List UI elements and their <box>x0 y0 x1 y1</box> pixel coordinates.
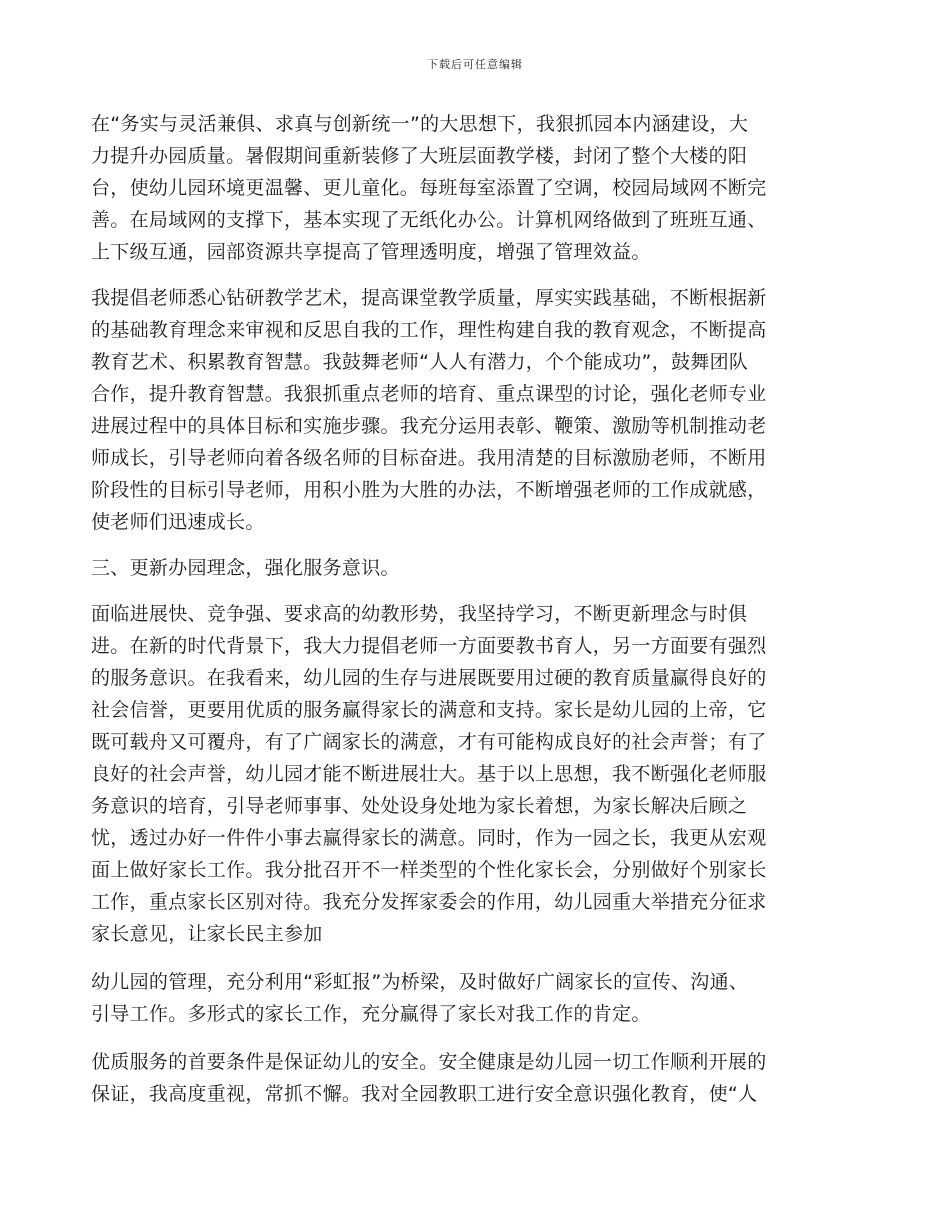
text-line: 保证，我高度重视，常抓不懈。我对全园教职工进行安全意识强化教育，使“人 <box>91 1083 758 1105</box>
paragraph-2 <box>91 282 863 538</box>
text-line: 我提倡老师悉心钻研教学艺术，提高课堂教学质量，厚实实践基础，不断根据新 <box>91 287 767 309</box>
text-line: 三、更新办园理念，强化服务意识。 <box>91 557 400 579</box>
paragraph-1 <box>91 108 863 268</box>
paragraph-4 <box>91 966 863 1030</box>
text-line: 力提升办园质量。暑假期间重新装修了大班层面教学楼，封闭了整个大楼的阳 <box>91 145 748 167</box>
text-line: 面临进展快、竞争强、要求高的幼教形势，我坚持学习，不断更新理念与时俱 <box>91 603 748 625</box>
text-line: 良好的社会声誉，幼儿园才能不断进展壮大。基于以上思想，我不断强化老师服 <box>91 763 767 785</box>
text-line: 引导工作。多形式的家长工作，充分赢得了家长对我工作的肯定。 <box>91 1003 651 1025</box>
text-line: 工作，重点家长区别对待。我充分发挥家委会的作用，幼儿园重大举措充分征求 <box>91 891 767 913</box>
text-line: 家长意见，让家长民主参加 <box>91 923 323 945</box>
text-line: 忧，透过办好一件件小事去赢得家长的满意。同时，作为一园之长，我更从宏观 <box>91 827 767 849</box>
text-line: 善。在局域网的支撑下，基本实现了无纸化办公。计算机网络做到了班班互通、 <box>91 209 767 231</box>
text-line: 进。在新的时代背景下，我大力提倡老师一方面要教书育人，另一方面要有强烈 <box>91 635 767 657</box>
text-line: 社会信誉，更要用优质的服务赢得家长的满意和支持。家长是幼儿园的上帝，它 <box>91 699 767 721</box>
paragraph-3 <box>91 598 863 950</box>
text-line: 面上做好家长工作。我分批召开不一样类型的个性化家长会，分别做好个别家长 <box>91 859 767 881</box>
page-header: 下载后可任意编辑 <box>427 58 523 71</box>
text-line: 教育艺术、积累教育智慧。我鼓舞老师“人人有潜力，个个能成功”，鼓舞团队 <box>91 351 749 373</box>
text-line: 台，使幼儿园环境更温馨、更儿童化。每班每室添置了空调，校园局域网不断完 <box>91 177 767 199</box>
text-line: 合作，提升教育智慧。我狠抓重点老师的培育、重点课型的讨论，强化老师专业 <box>91 383 767 405</box>
text-line: 阶段性的目标引导老师，用积小胜为大胜的办法，不断增强老师的工作成就感， <box>91 479 767 501</box>
text-line: 在“务实与灵活兼俱、求真与创新统一”的大思想下，我狠抓园本内涵建设，大 <box>91 113 749 135</box>
text-line: 幼儿园的管理，充分利用“彩虹报”为桥梁，及时做好广阔家长的宣传、沟通、 <box>91 971 749 993</box>
text-line: 优质服务的首要条件是保证幼儿的安全。安全健康是幼儿园一切工作顺利开展的 <box>91 1051 767 1073</box>
text-line: 的基础教育理念来审视和反思自我的工作，理性构建自我的教育观念，不断提高 <box>91 319 767 341</box>
text-line: 使老师们迅速成长。 <box>91 511 265 533</box>
text-line: 师成长，引导老师向着各级名师的目标奋进。我用清楚的目标激励老师，不断用 <box>91 447 767 469</box>
paragraph-5 <box>91 1046 863 1110</box>
text-line: 上下级互通，园部资源共享提高了管理透明度，增强了管理效益。 <box>91 241 651 263</box>
text-line: 务意识的培育，引导老师事事、处处设身处地为家长着想，为家长解决后顾之 <box>91 795 748 817</box>
document-body <box>91 108 863 1110</box>
text-line: 的服务意识。在我看来，幼儿园的生存与进展既要用过硬的教育质量赢得良好的 <box>91 667 767 689</box>
section-heading <box>91 552 863 584</box>
text-line: 既可载舟又可覆舟，有了广阔家长的满意，才有可能构成良好的社会声誉；有了 <box>91 731 767 753</box>
text-line: 进展过程中的具体目标和实施步骤。我充分运用表彰、鞭策、激励等机制推动老 <box>91 415 767 437</box>
